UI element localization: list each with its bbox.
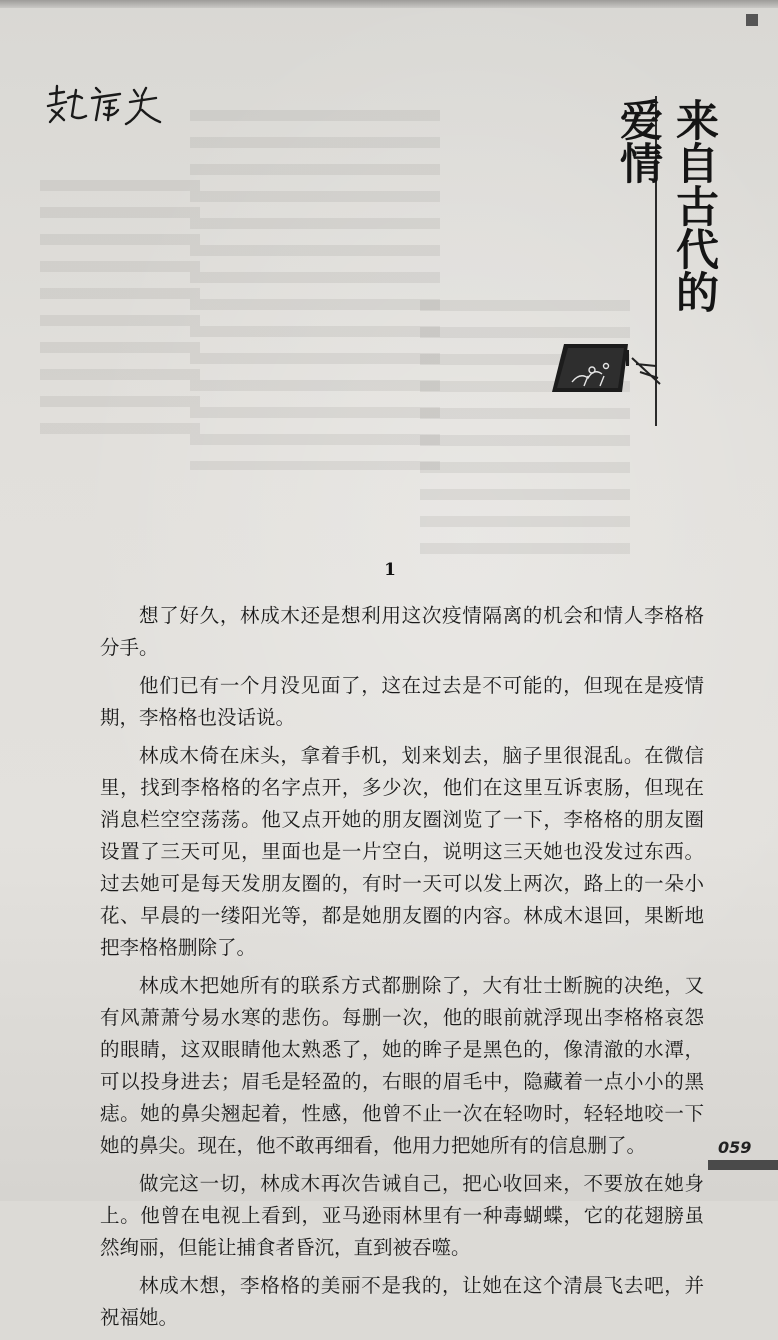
- page-number-bar: [708, 1160, 778, 1170]
- section-number: 1: [384, 560, 396, 580]
- ink-painting-icon: [548, 342, 666, 396]
- author-signature: [42, 80, 174, 130]
- article-title: 来自古代的爱情: [613, 98, 719, 313]
- bleed-through-text: [40, 180, 200, 440]
- title-ornament: [548, 342, 666, 396]
- corner-marker: [746, 14, 758, 26]
- paragraph: 做完这一切，林成木再次告诫自己，把心收回来，不要放在她身上。他曾在电视上看到，亚马逊雨林里有一种毒蝴蝶，它的花翅膀虽然绚丽，但能让捕食者昏沉，直到被吞噬。: [100, 1172, 704, 1259]
- paragraph: 林成木倚在床头，拿着手机，划来划去，脑子里很混乱。在微信里，找到李格格的名字点开，多少次，他们在这里互诉衷肠，但现在消息栏空空荡荡。他又点开她的朋友圈浏览了一下，李格格的朋友圈设置了三天可见，里面也是一片空白，说明这三天她也没发过东西。过去她可是每天发朋友圈的，有时一天可以发上两次，路上的一朵小花、早晨的一缕阳光等，都是她朋友圈的内容。林成木退回，果断地把李格格删除了。: [100, 744, 704, 959]
- bleed-through-text: [190, 110, 440, 470]
- page-top-edge: [0, 0, 778, 8]
- paragraph: 想了好久，林成木还是想利用这次疫情隔离的机会和情人李格格分手。: [100, 604, 704, 659]
- paragraph: 林成木想，李格格的美丽不是我的，让她在这个清晨飞去吧，并祝福她。: [100, 1274, 704, 1329]
- paragraph: 林成木把她所有的联系方式都删除了，大有壮士断腕的决绝，又有风萧萧兮易水寒的悲伤。每删一次，他的眼前就浮现出李格格哀怨的眼睛，这双眼睛他太熟悉了，她的眸子是黑色的，像清澈的水潭，可以投身进去；眉毛是轻盈的，右眼的眉毛中，隐藏着一点小小的黑痣。她的鼻尖翘起着，性感，他曾不止一次在轻吻时，轻轻地咬一下她的鼻尖。现在，他不敢再细看，他用力把她所有的信息删了。: [100, 974, 704, 1157]
- bleed-through-text: [420, 300, 630, 560]
- handwritten-signature-icon: [42, 80, 174, 130]
- paragraph: 他们已有一个月没见面了，这在过去是不可能的，但现在是疫情期，李格格也没话说。: [100, 674, 704, 729]
- page-number: 059: [718, 1138, 752, 1157]
- article-body: [100, 600, 704, 1340]
